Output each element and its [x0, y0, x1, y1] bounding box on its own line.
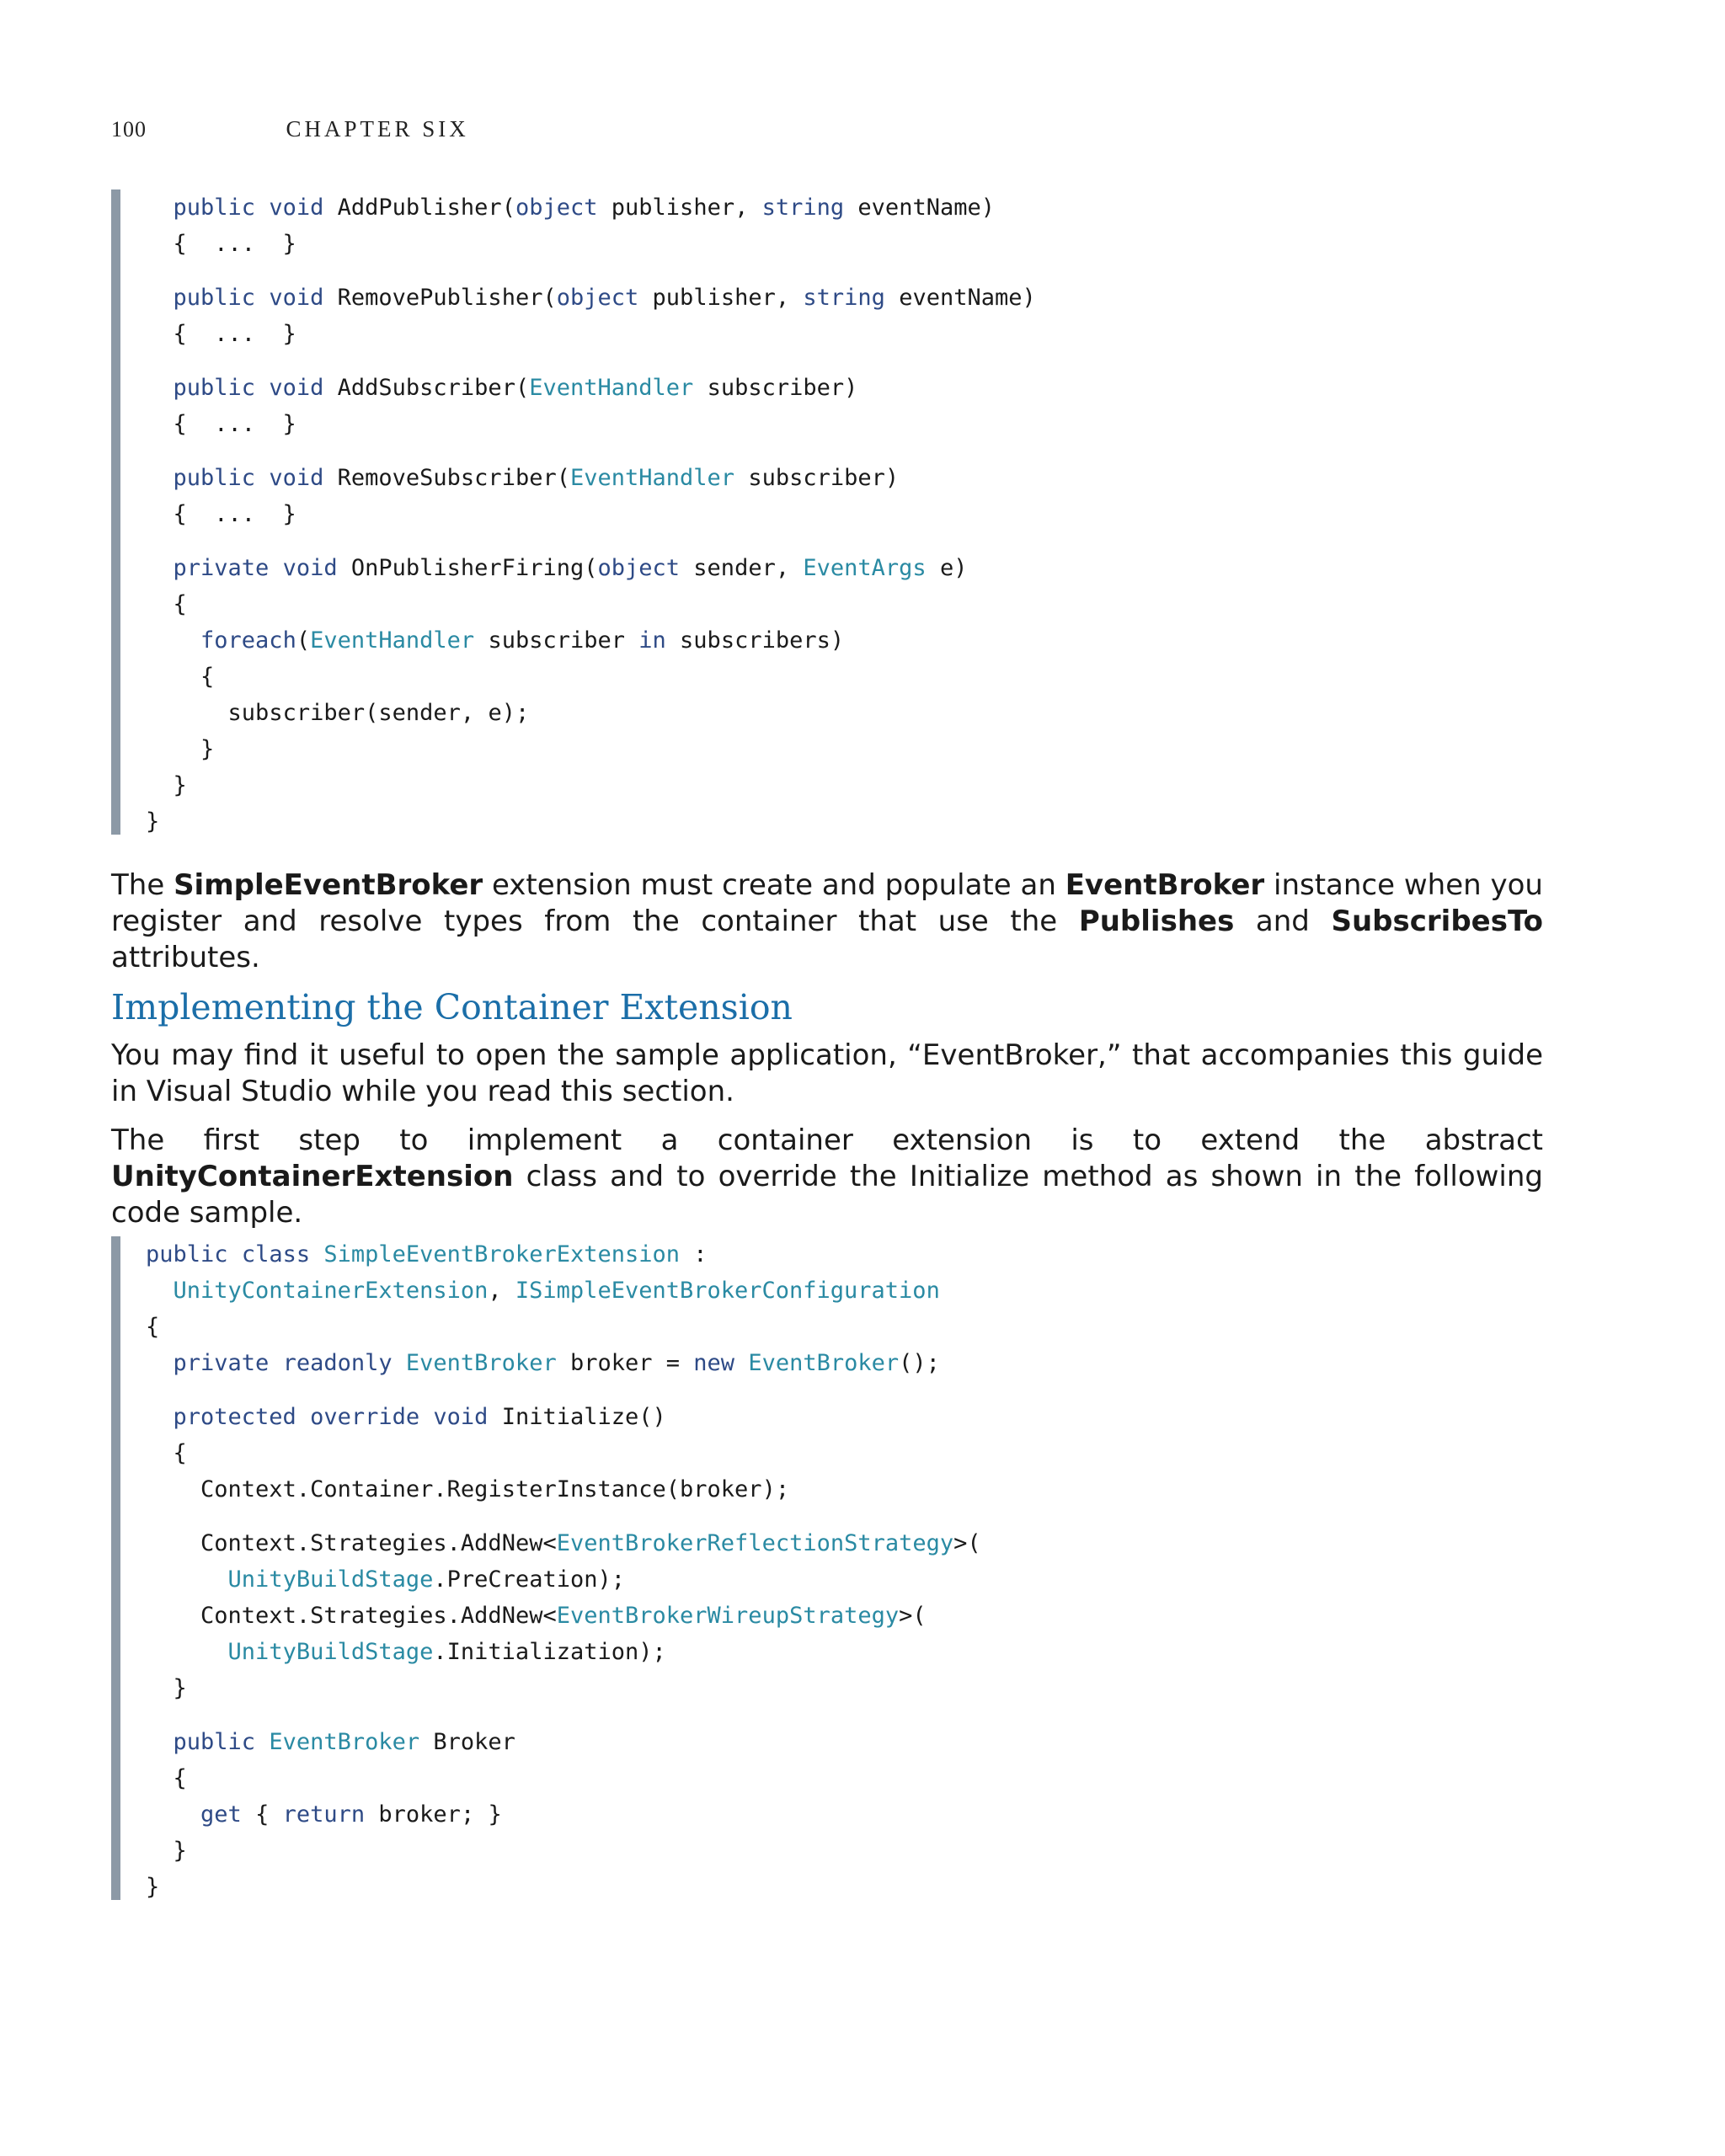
code-line: public void AddSubscriber(EventHandler subscriber) [173, 375, 858, 401]
bold-term: SimpleEventBroker [174, 868, 483, 902]
code-line: public void AddPublisher(object publisher, string eventName) [173, 195, 995, 221]
code-line: UnityContainerExtension, ISimpleEventBrokerConfiguration [173, 1278, 940, 1304]
code-line: protected override void Initialize() [173, 1404, 666, 1430]
text-run: extension must create and populate an [483, 868, 1065, 902]
bold-term: SubscribesTo [1331, 905, 1543, 938]
code-line: } [146, 1675, 187, 1701]
body-paragraph [111, 867, 1543, 976]
text-run: The [111, 868, 174, 902]
page-number: 100 [111, 117, 147, 141]
code-line: } [146, 772, 187, 798]
code-line: { ... } [146, 411, 296, 437]
code-line: { [146, 1765, 187, 1791]
code-line: UnityBuildStage.Initialization); [227, 1639, 666, 1665]
bold-term: UnityContainerExtension [111, 1160, 514, 1193]
code-line: } [146, 736, 215, 762]
code-line: { [146, 664, 215, 690]
code-line: } [146, 1874, 160, 1900]
code-line: foreach(EventHandler subscriber in subscribers) [200, 627, 845, 654]
running-head [111, 116, 469, 142]
body-paragraph: You may find it useful to open the sample application, “EventBroker,” that accompanies this guide in Visual Studio while you read this section. [111, 1038, 1543, 1108]
code-line: public void RemovePublisher(object publisher, string eventName) [173, 285, 1036, 311]
text-run: attributes. [111, 941, 260, 974]
bold-term: Publishes [1078, 905, 1235, 938]
code-block-2 [111, 1236, 981, 1900]
code-line: private void OnPublisherFiring(object sender, EventArgs e) [173, 555, 968, 581]
code-block-1 [111, 189, 1036, 835]
chapter-title: CHAPTER SIX [286, 116, 469, 141]
body-paragraph [111, 1123, 1543, 1231]
code-line: } [146, 808, 160, 835]
code-line: Context.Strategies.AddNew<EventBrokerReflectionStrategy>( [200, 1530, 981, 1556]
bold-term: EventBroker [1065, 868, 1265, 902]
code-line: } [146, 1838, 187, 1864]
code-line: { [146, 1314, 160, 1340]
code-line: get { return broker; } [200, 1801, 502, 1828]
code-line: public EventBroker Broker [173, 1729, 515, 1755]
text-run: instance when you register and resolve types from the container that use the [111, 868, 1543, 938]
code-line: Context.Strategies.AddNew<EventBrokerWireupStrategy>( [200, 1603, 927, 1629]
code-line: Context.Container.RegisterInstance(broker); [200, 1476, 790, 1502]
section-heading: Implementing the Container Extension [111, 987, 793, 1027]
code-line: public void RemoveSubscriber(EventHandler subscriber) [173, 465, 900, 491]
code-line: { [146, 1440, 187, 1466]
text-run: and [1234, 905, 1332, 938]
code-line: public class SimpleEventBrokerExtension : [146, 1241, 708, 1267]
text-run: class and to override the Initialize method as shown in the following code sample. [111, 1160, 1543, 1230]
code-line: { ... } [146, 501, 296, 527]
code-line: { [146, 591, 187, 617]
code-line: private readonly EventBroker broker = new EventBroker(); [173, 1350, 940, 1376]
code-line: { ... } [146, 321, 296, 347]
code-line: UnityBuildStage.PreCreation); [227, 1566, 625, 1593]
code-line: subscriber(sender, e); [227, 700, 530, 726]
code-line: { ... } [146, 231, 296, 257]
text-run: The first step to implement a container extension is to extend the abstract [111, 1123, 1543, 1157]
